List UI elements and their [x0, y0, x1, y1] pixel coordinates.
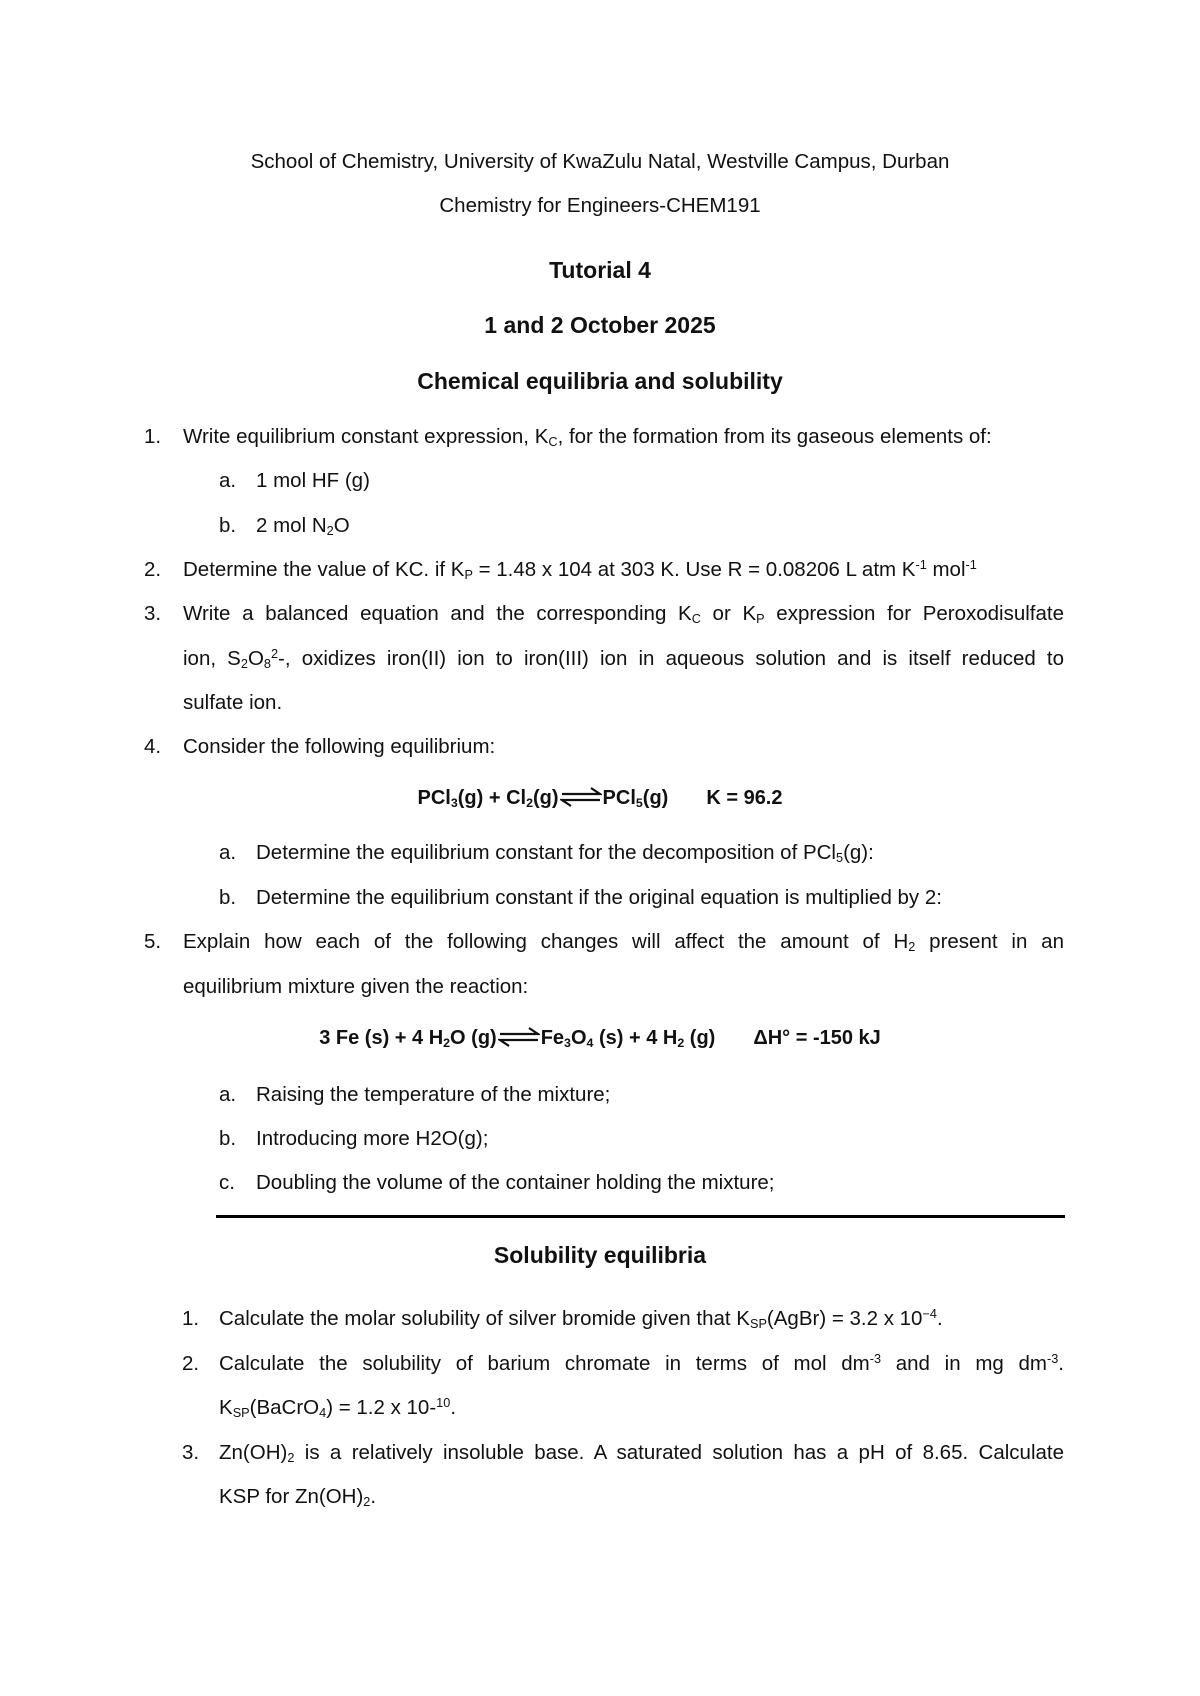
q3-line-1: Write a balanced equation and the corresponding $K_C$ or $K_P$ expression for Peroxodisulfate	[183, 602, 1064, 627]
section-divider	[216, 1215, 1065, 1218]
equilibrium-arrow-icon	[498, 1026, 540, 1048]
s2-line-2: $K_{SP}(BaCrO_4) = 1.2$ x 10-$^{10}$.	[219, 1395, 457, 1421]
q2-text: Determine the value of KC. if $K_P = 1.48$ x 104 at 303 K. Use R = 0.08206 L atm $K^{-1}$ mol$^{-1}$	[183, 557, 977, 583]
q1-number: 1.	[144, 425, 162, 448]
solubility-title: Solubility equilibria	[493, 1242, 707, 1268]
q3-number: 3.	[144, 602, 162, 625]
q4-number: 4.	[144, 735, 162, 758]
q5a-letter: a.	[219, 1083, 237, 1106]
q4b-letter: b.	[219, 886, 237, 909]
equilibrium-arrow-icon	[560, 786, 602, 808]
tutorial-title: Tutorial 4	[549, 257, 651, 283]
q4-equation: $PCl_3(g) + Cl_2(g)$ PCl$_5$(g) K = 96.2	[417, 787, 783, 811]
q5-line-2: equilibrium mixture given the reaction:	[183, 975, 529, 998]
q1b-text: 2 mol $N_2O$	[256, 514, 350, 539]
q1a-letter: a.	[219, 469, 237, 492]
course-line: Chemistry for Engineers-CHEM191	[439, 194, 761, 217]
q5b-letter: b.	[219, 1127, 237, 1150]
q2-number: 2.	[144, 558, 162, 581]
q1-text: Write equilibrium constant expression, $K_C$, for the formation from its gaseous elements of:	[183, 425, 992, 450]
institution-line: School of Chemistry, University of KwaZulu Natal, Westville Campus, Durban	[250, 150, 950, 173]
q5a-text: Raising the temperature of the mixture;	[256, 1083, 611, 1106]
q5c-text: Doubling the volume of the container holding the mixture;	[256, 1171, 775, 1194]
q4-text: Consider the following equilibrium:	[183, 735, 496, 758]
q4b-text: Determine the equilibrium constant if the original equation is multiplied by 2:	[256, 886, 942, 909]
s1-number: 1.	[182, 1307, 200, 1330]
s2-line-1: Calculate the solubility of barium chromate in terms of mol $dm^{-3}$ and in mg $dm^{-3}$.	[219, 1351, 1064, 1375]
s3-line-2: KSP for $Zn(OH)_2$.	[219, 1485, 377, 1510]
s1-text: Calculate the molar solubility of silver bromide given that $K_{SP}(AgBr) = 3.2$ x $10^{-4}$.	[219, 1306, 943, 1332]
q5-number: 5.	[144, 930, 162, 953]
s3-line-1: $Zn(OH)_2$ is a relatively insoluble base. A saturated solution has a pH of 8.65. Calculate	[219, 1441, 1064, 1466]
q5c-letter: c.	[219, 1171, 235, 1194]
q4a-letter: a.	[219, 841, 237, 864]
q5b-text: Introducing more H2O(g);	[256, 1127, 489, 1150]
q3-line-3: sulfate ion.	[183, 691, 283, 714]
q1a-text: 1 mol HF (g)	[256, 469, 370, 492]
s3-number: 3.	[182, 1441, 200, 1464]
q5-line-1: Explain how each of the following changes will affect the amount of $H_2$ present in an	[183, 930, 1064, 955]
section-title: Chemical equilibria and solubility	[417, 368, 783, 394]
tutorial-date: 1 and 2 October 2025	[484, 312, 716, 338]
q5-equation: 3 Fe (s) + 4 $H_2O$ (g) $Fe_3O_4$ (s) + 4 $H_2$ (g) ΔH° = -150 kJ	[319, 1027, 881, 1051]
q1b-letter: b.	[219, 514, 237, 537]
q4a-text: Determine the equilibrium constant for the decomposition of PCl$_5$(g):	[256, 841, 874, 866]
q3-line-2: ion, $S_2O_8^2-$, oxidizes iron(II) ion to iron(III) ion in aqueous solution and is itself reduced to	[183, 646, 1064, 672]
s2-number: 2.	[182, 1352, 200, 1375]
